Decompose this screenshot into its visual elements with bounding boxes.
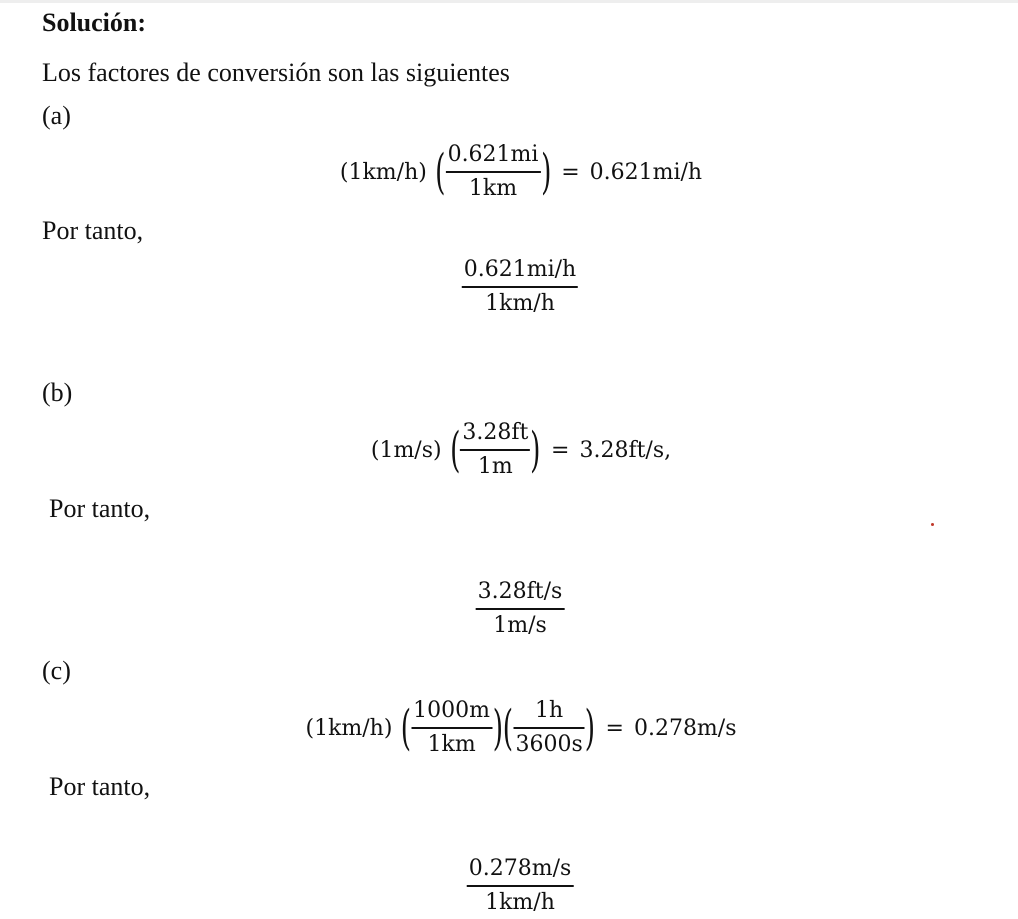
equation-c-result: 0.278m/s [633, 715, 737, 741]
equation-c-numerator-2: 1h [535, 698, 564, 723]
equation-c-numerator-1: 1000m [413, 698, 491, 723]
factor-a-denominator: 1km/h [462, 286, 578, 317]
equation-b-numerator: 3.28ft [462, 420, 529, 445]
equation-c-denominator-2: 3600s [514, 727, 585, 758]
equation-a-lhs: (1km/h) [339, 159, 427, 185]
label-c: (c) [42, 656, 71, 685]
factor-b-fraction [476, 579, 565, 639]
factor-b-denominator: 1m/s [476, 608, 565, 639]
factor-b [476, 579, 565, 639]
right-paren: ) [530, 422, 541, 478]
equals-sign: = [561, 159, 580, 185]
label-b: (b) [42, 378, 73, 407]
therefore-a: Por tanto, [42, 216, 144, 245]
left-paren: ( [449, 422, 461, 478]
left-paren: ( [502, 700, 514, 756]
equation-a-numerator: 0.621mi [447, 142, 539, 167]
equation-c-denominator-1: 1km [411, 727, 492, 758]
factor-a [462, 257, 578, 317]
equation-b-lhs: (1m/s) [370, 437, 442, 463]
right-paren: ) [492, 700, 503, 756]
factor-c [467, 856, 574, 916]
equation-a [340, 142, 702, 202]
right-paren: ) [540, 144, 551, 200]
left-paren: ( [435, 144, 446, 200]
label-a: (a) [42, 101, 71, 130]
equation-a-result: 0.621mi/h [589, 159, 703, 185]
factor-b-numerator: 3.28ft/s [477, 579, 563, 604]
equation-b [371, 420, 671, 480]
therefore-b: Por tanto, [49, 494, 151, 523]
factor-c-numerator: 0.278m/s [468, 856, 572, 881]
factor-c-denominator: 1km/h [467, 885, 574, 916]
equation-b-fraction [460, 420, 530, 480]
factor-a-numerator: 0.621mi/h [463, 257, 577, 282]
equation-a-fraction [446, 142, 541, 202]
factor-c-fraction [467, 856, 574, 916]
right-paren: ) [584, 700, 596, 756]
intro-text: Los factores de conversión son las siguientes [42, 58, 510, 87]
equation-c-fraction-2 [514, 698, 585, 758]
equation-b-denominator: 1m [460, 449, 530, 480]
equation-b-result: 3.28ft/s, [579, 437, 672, 463]
therefore-c: Por tanto, [49, 772, 151, 801]
red-mark [931, 523, 934, 526]
left-paren: ( [400, 700, 411, 756]
factor-a-fraction [462, 257, 578, 317]
equals-sign: = [605, 715, 624, 741]
equation-c-fraction-1 [411, 698, 492, 758]
solution-heading: Solución: [42, 8, 147, 37]
top-border [0, 0, 1018, 3]
equation-c [306, 698, 737, 758]
equals-sign: = [551, 437, 570, 463]
equation-c-lhs: (1km/h) [305, 715, 393, 741]
equation-a-denominator: 1km [446, 171, 541, 202]
